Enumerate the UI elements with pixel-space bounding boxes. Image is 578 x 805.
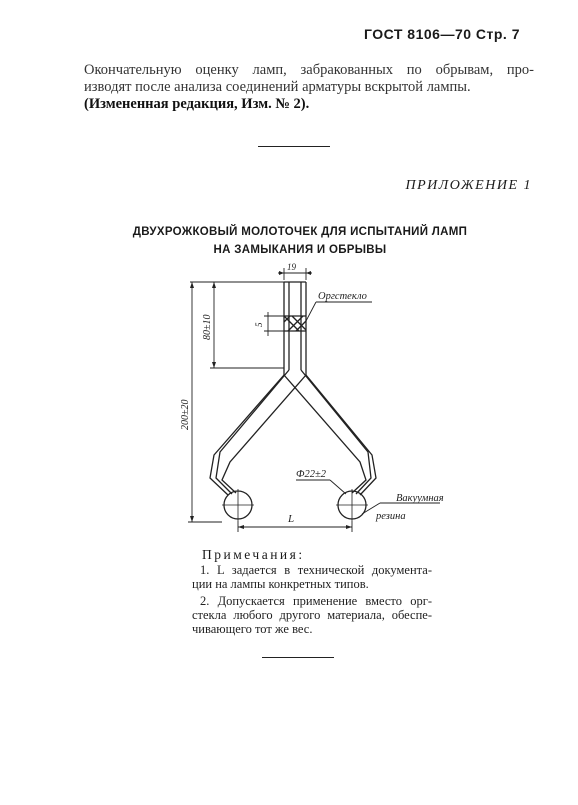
note-1-line-2: ции на лампы конкретных типов.	[192, 577, 369, 591]
note-1	[192, 563, 432, 591]
paragraph-line-1: Окончательную оценку ламп, забракованных по обрывам, про-	[84, 62, 534, 78]
dim-glass-height: 5	[254, 322, 264, 327]
dim-top-width: 19	[287, 262, 296, 272]
label-rubber-2: резина	[376, 511, 406, 522]
label-rubber-1: Вакуумная	[396, 493, 444, 504]
label-glass: Оргстекло	[318, 291, 367, 302]
dim-upper-length: 80±10	[202, 314, 213, 340]
note-2-line-3: чивающего тот же вес.	[192, 622, 313, 636]
appendix-label: ПРИЛОЖЕНИЕ 1	[405, 178, 532, 193]
figure-title-line-2: НА ЗАМЫКАНИЯ И ОБРЫВЫ	[213, 244, 387, 256]
separator-rule-bottom	[262, 657, 334, 658]
note-2-line-2: стекла любого другого материала, обеспе-	[192, 608, 432, 622]
paragraph-line-2: изводят после анализа соединений арматуры вскрытой лампы.	[84, 79, 471, 95]
revision-note: (Измененная редакция, Изм. № 2).	[84, 96, 310, 112]
note-2	[192, 594, 432, 636]
notes-heading: Примечания:	[202, 547, 305, 562]
dim-ball-diameter: Ф22±2	[296, 469, 326, 480]
dim-total-length: 200±20	[180, 399, 191, 430]
figure-title-line-1: ДВУХРОЖКОВЫЙ МОЛОТОЧЕК ДЛЯ ИСПЫТАНИЙ ЛАМП	[132, 226, 468, 238]
dim-L: L	[288, 513, 295, 525]
note-1-line-1: 1. L задается в технической документа-	[200, 563, 432, 577]
page-header: ГОСТ 8106—70 Стр. 7	[363, 26, 520, 42]
note-2-line-1: 2. Допускается применение вместо орг-	[200, 594, 432, 608]
